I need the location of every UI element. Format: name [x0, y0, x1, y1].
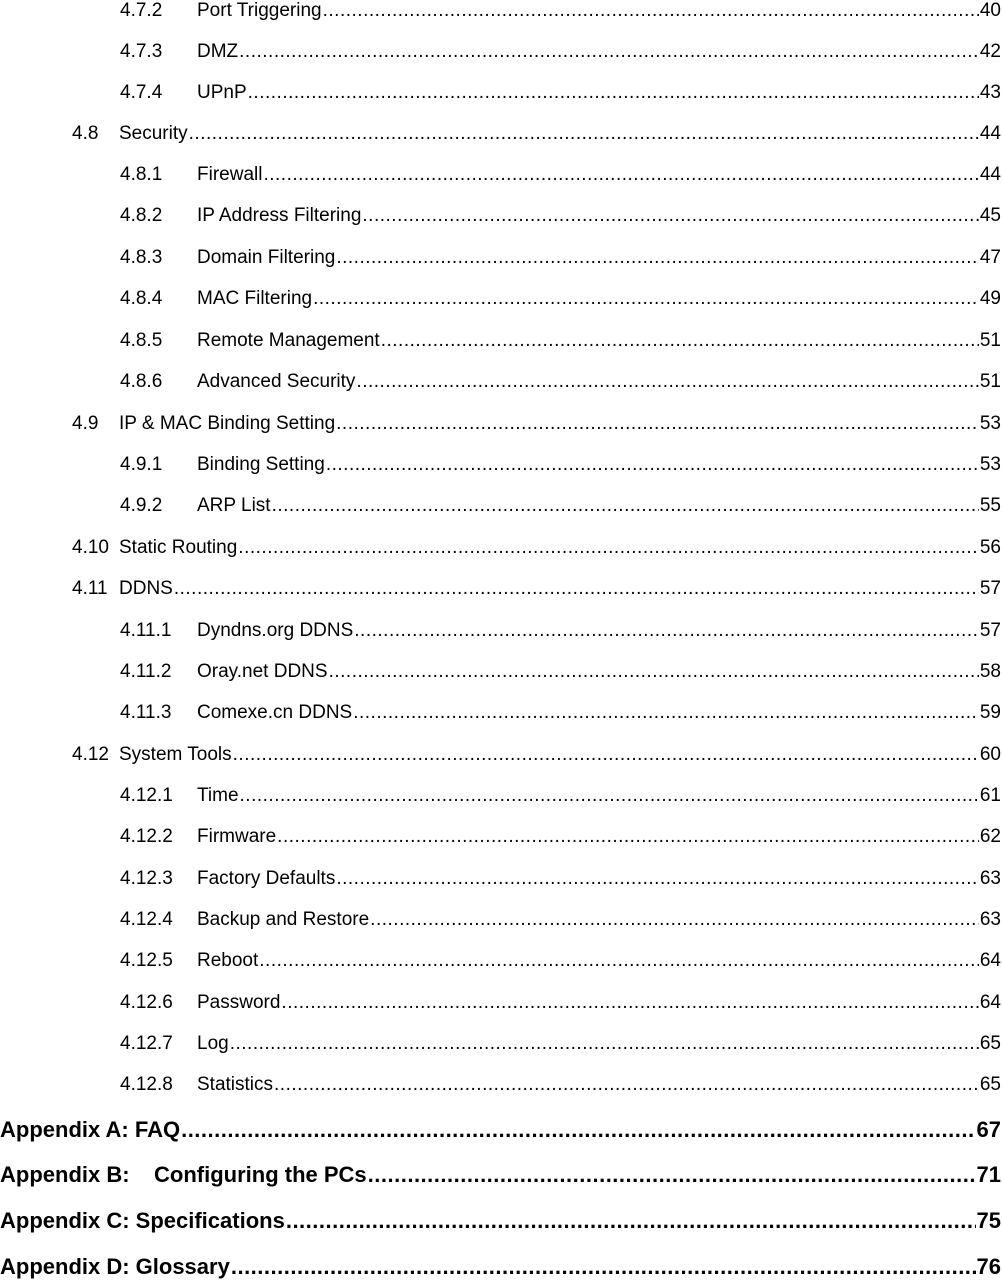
- toc-entry-number: 4.12.5: [120, 950, 173, 971]
- toc-entry-number: 4.8.1: [120, 164, 163, 185]
- toc-entry[interactable]: [72, 413, 1001, 435]
- toc-entry-number: 4.8.2: [120, 205, 163, 226]
- toc-entry-number: 4.8.5: [120, 330, 163, 351]
- toc-entry[interactable]: [120, 950, 1001, 972]
- toc-entry[interactable]: [120, 1074, 1001, 1096]
- toc-entry[interactable]: [120, 785, 1001, 807]
- toc-entry-page-number: 76: [976, 1254, 1001, 1279]
- toc-entry-number: 4.7.2: [120, 0, 163, 21]
- dot-leader: [381, 330, 979, 352]
- toc-appendix-entry[interactable]: [0, 1254, 1001, 1280]
- toc-entry-number: 4.12.8: [120, 1074, 173, 1095]
- toc-entry-title: Oray.net DDNS: [197, 661, 328, 682]
- toc-entry-title: Security: [119, 123, 188, 144]
- toc-entry-page-number: 64: [979, 950, 1001, 971]
- toc-entry-number: 4.11: [72, 578, 108, 599]
- dot-leader: [354, 620, 979, 642]
- toc-entry[interactable]: [72, 744, 1001, 766]
- toc-entry-page-number: 55: [979, 495, 1001, 516]
- toc-entry[interactable]: [120, 0, 1001, 22]
- toc-entry-page-number: 49: [979, 288, 1001, 309]
- toc-entry-page-number: 65: [979, 1074, 1001, 1095]
- toc-entry-page-number: 53: [979, 413, 1001, 434]
- toc-entry-number: 4.12.6: [120, 992, 173, 1013]
- toc-entry[interactable]: [120, 620, 1001, 642]
- dot-leader: [248, 82, 979, 104]
- toc-entry[interactable]: [120, 1033, 1001, 1055]
- dot-leader: [189, 123, 979, 145]
- toc-entry[interactable]: [120, 992, 1001, 1014]
- toc-entry-number: 4.12.4: [120, 909, 173, 930]
- toc-entry-page-number: 57: [979, 620, 1001, 641]
- dot-leader: [329, 661, 979, 683]
- toc-entry[interactable]: [120, 205, 1001, 227]
- dot-leader: [259, 950, 979, 972]
- toc-entry[interactable]: [120, 702, 1001, 724]
- toc-entry-page-number: 40: [979, 0, 1001, 21]
- dot-leader: [313, 288, 979, 310]
- toc-entry-number: 4.12.2: [120, 826, 173, 847]
- toc-entry-title: DDNS: [119, 578, 173, 599]
- toc-entry-number: 4.9.2: [120, 495, 163, 516]
- toc-entry-page-number: 63: [979, 868, 1001, 889]
- toc-entry-page-number: 56: [979, 537, 1001, 558]
- dot-leader: [238, 537, 979, 559]
- toc-entry-number: 4.10: [72, 537, 109, 558]
- toc-entry-title: MAC Filtering: [197, 288, 313, 309]
- toc-entry-page-number: 64: [979, 992, 1001, 1013]
- toc-entry-title: DMZ: [197, 41, 239, 62]
- toc-entry-page-number: 57: [979, 578, 1001, 599]
- toc-entry-number: 4.8.3: [120, 247, 163, 268]
- toc-entry[interactable]: [120, 495, 1001, 517]
- toc-entry-title: UPnP: [197, 82, 247, 103]
- dot-leader: [356, 371, 978, 393]
- toc-entry[interactable]: [72, 123, 1001, 145]
- toc-entry-title: Factory Defaults: [197, 868, 336, 889]
- dot-leader: [281, 992, 978, 1014]
- toc-entry-title: Binding Setting: [197, 454, 325, 475]
- dot-leader: [274, 1074, 979, 1096]
- dot-leader: [239, 41, 979, 63]
- toc-entry[interactable]: [72, 537, 1001, 559]
- toc-entry[interactable]: [120, 826, 1001, 848]
- toc-entry-page-number: 51: [979, 330, 1001, 351]
- dot-leader: [231, 1254, 976, 1280]
- toc-entry-page-number: 43: [979, 82, 1001, 103]
- toc-entry[interactable]: [120, 164, 1001, 186]
- dot-leader: [174, 578, 979, 600]
- toc-appendix-entry[interactable]: [0, 1117, 1001, 1143]
- toc-entry-page-number: 51: [979, 371, 1001, 392]
- toc-entry-number: 4.11.1: [120, 620, 172, 641]
- dot-leader: [230, 1033, 979, 1055]
- toc-entry-page-number: 58: [979, 661, 1001, 682]
- toc-entry-title: Log: [197, 1033, 229, 1054]
- toc-entry-title: Advanced Security: [197, 371, 356, 392]
- toc-entry-title: Comexe.cn DDNS: [197, 702, 353, 723]
- toc-entry-title: IP Address Filtering: [197, 205, 362, 226]
- dot-leader: [336, 247, 979, 269]
- toc-entry-page-number: 45: [979, 205, 1001, 226]
- toc-entry-title: Reboot: [197, 950, 259, 971]
- toc-entry-page-number: 65: [979, 1033, 1001, 1054]
- toc-appendix-entry[interactable]: [0, 1162, 1001, 1188]
- dot-leader: [286, 1208, 976, 1234]
- toc-entry-page-number: 53: [979, 454, 1001, 475]
- toc-entry-title: Port Triggering: [197, 0, 322, 21]
- dot-leader: [277, 826, 979, 848]
- toc-entry-title: ARP List: [197, 495, 271, 516]
- toc-entry-title: IP & MAC Binding Setting: [119, 413, 336, 434]
- toc-entry-title: Appendix A: FAQ: [0, 1117, 181, 1142]
- toc-entry-title: Appendix C: Specifications: [0, 1208, 285, 1233]
- toc-entry[interactable]: [120, 288, 1001, 310]
- toc-entry-number: 4.11.2: [120, 661, 172, 682]
- toc-entry-title: System Tools: [119, 744, 232, 765]
- toc-entry[interactable]: [72, 578, 1001, 600]
- toc-entry-page-number: 75: [976, 1208, 1001, 1233]
- toc-entry-title: Static Routing: [119, 537, 238, 558]
- toc-entry[interactable]: [120, 41, 1001, 63]
- toc-entry-title: Appendix D: Glossary: [0, 1254, 230, 1279]
- toc-entry-page-number: 44: [979, 164, 1001, 185]
- dot-leader: [181, 1117, 975, 1143]
- toc-entry[interactable]: [120, 868, 1001, 890]
- toc-entry-page-number: 42: [979, 41, 1001, 62]
- toc-entry-page-number: 63: [979, 909, 1001, 930]
- toc-entry-number: 4.8.6: [120, 371, 163, 392]
- toc-entry[interactable]: [120, 454, 1001, 476]
- toc-entry-page-number: 44: [979, 123, 1001, 144]
- toc-entry-number: 4.12: [72, 744, 109, 765]
- dot-leader: [336, 413, 979, 435]
- toc-entry-number: 4.8.4: [120, 288, 163, 309]
- dot-leader: [240, 785, 979, 807]
- toc-entry-number: 4.12.7: [120, 1033, 173, 1054]
- toc-entry-title: Password: [197, 992, 281, 1013]
- toc-entry-title: Firmware: [197, 826, 277, 847]
- toc-entry[interactable]: [120, 371, 1001, 393]
- dot-leader: [263, 164, 978, 186]
- toc-entry-number: 4.7.3: [120, 41, 163, 62]
- dot-leader: [370, 909, 979, 931]
- toc-entry-page-number: 71: [976, 1162, 1001, 1187]
- dot-leader: [326, 454, 979, 476]
- toc-entry[interactable]: [120, 247, 1001, 269]
- toc-entry-title: Time: [197, 785, 239, 806]
- toc-entry-number: 4.9: [72, 413, 99, 434]
- toc-entry-title: Remote Management: [197, 330, 380, 351]
- dot-leader: [353, 702, 979, 724]
- toc-entry[interactable]: [120, 330, 1001, 352]
- dot-leader: [233, 744, 979, 766]
- toc-entry-title: Firewall: [197, 164, 263, 185]
- toc-entry-page-number: 60: [979, 744, 1001, 765]
- dot-leader: [368, 1162, 976, 1188]
- toc-entry-title: Statistics: [197, 1074, 274, 1095]
- toc-entry-page-number: 47: [979, 247, 1001, 268]
- toc-appendix-entry[interactable]: [0, 1208, 1001, 1234]
- toc-entry-title: Domain Filtering: [197, 247, 336, 268]
- dot-leader: [362, 205, 978, 227]
- toc-entry-page-number: 61: [979, 785, 1001, 806]
- toc-entry-number: 4.11.3: [120, 702, 172, 723]
- dot-leader: [336, 868, 979, 890]
- toc-entry-page-number: 59: [979, 702, 1001, 723]
- toc-entry-number: 4.8: [72, 123, 99, 144]
- toc-entry-page-number: 67: [976, 1117, 1001, 1142]
- toc-entry-page-number: 62: [979, 826, 1001, 847]
- dot-leader: [323, 0, 979, 22]
- toc-entry-title: Appendix B: Configuring the PCs: [0, 1162, 367, 1187]
- toc-entry-number: 4.12.3: [120, 868, 173, 889]
- toc-entry[interactable]: [120, 82, 1001, 104]
- toc-entry-number: 4.12.1: [120, 785, 173, 806]
- toc-entry[interactable]: [120, 661, 1001, 683]
- toc-entry-number: 4.9.1: [120, 454, 163, 475]
- dot-leader: [272, 495, 979, 517]
- toc-entry-number: 4.7.4: [120, 82, 163, 103]
- toc-entry-title: Backup and Restore: [197, 909, 370, 930]
- toc-entry[interactable]: [120, 909, 1001, 931]
- toc-entry-title: Dyndns.org DDNS: [197, 620, 354, 641]
